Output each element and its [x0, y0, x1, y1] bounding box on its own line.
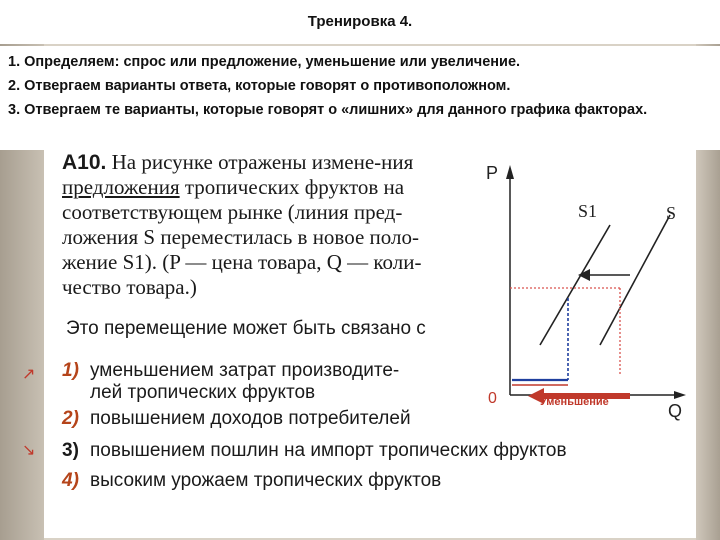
option-4-text: высоким урожаем тропических фруктов — [90, 470, 442, 491]
origin-label: 0 — [488, 390, 497, 407]
supply-graph — [470, 155, 690, 430]
p-axis-arrow-icon — [506, 165, 514, 179]
option-1-number: 1) — [62, 360, 79, 381]
s-label: S — [666, 203, 677, 223]
instruction-2: 2. Отвергаем варианты ответа, которые говорят о противоположном. — [8, 78, 511, 94]
option-4[interactable] — [62, 470, 441, 492]
option-1-text-line2: лей тропических фруктов — [90, 382, 316, 403]
instruction-3: 3. Отвергаем те варианты, которые говорят о «лишних» для данного графика факторах. — [8, 102, 648, 118]
task-underlined-word: предложения — [62, 175, 180, 199]
arrow-down-icon: ↘ — [22, 442, 36, 459]
task-label: А10. — [62, 151, 107, 174]
option-3-number: 3) — [62, 440, 79, 461]
task-text — [62, 150, 462, 300]
instruction-1: 1. Определяем: спрос или предложение, уменьшение или увеличение. — [8, 54, 521, 70]
arrow-up-icon: ↗ — [22, 366, 36, 383]
task-question: Это перемещение может быть связано с — [66, 318, 426, 339]
p-axis-label: P — [486, 163, 499, 183]
option-1[interactable] — [62, 360, 399, 404]
supply-curve-s1 — [540, 225, 610, 345]
option-3-text: повышением пошлин на импорт тропических фруктов — [90, 440, 567, 461]
option-2-text: повышением доходов потребителей — [90, 408, 411, 429]
task-text-part1: На рисунке отражены измене-ния — [106, 150, 414, 174]
instructions — [0, 46, 720, 150]
s1-label: S1 — [578, 201, 598, 221]
q-axis-label: Q — [668, 401, 683, 421]
option-4-number: 4) — [62, 470, 79, 491]
option-2-number: 2) — [62, 408, 79, 429]
option-1-text-line1: уменьшением затрат производите- — [90, 360, 400, 381]
option-2[interactable] — [62, 408, 411, 430]
task-text-part2: тропических фруктов на соответствующем рынке (линия пред-ложения S переместилась в новое поло-жение S1). (P — цена товара, Q — коли-чество товара.) — [62, 175, 422, 299]
decrease-label: Уменьшение — [540, 396, 609, 408]
q-axis-arrow-icon — [674, 391, 686, 399]
slide-title: Тренировка 4. — [0, 0, 720, 44]
option-3[interactable] — [62, 440, 567, 462]
supply-curve-s — [600, 215, 670, 345]
